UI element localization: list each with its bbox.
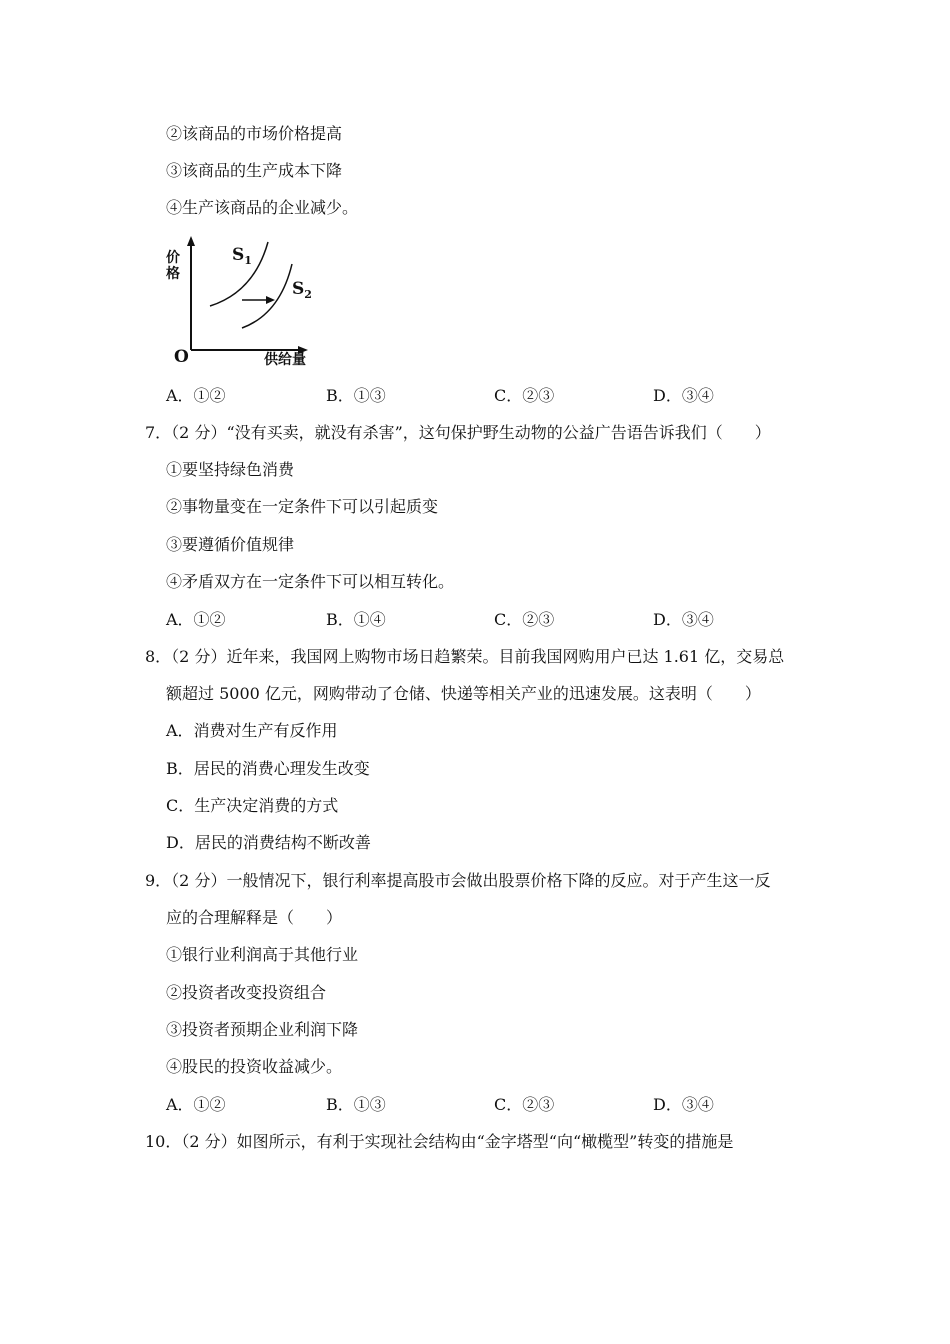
q9-stem-line-1: 9．（2 分）一般情况下，银行利率提高股市会做出股票价格下降的反应。对于产生这一反 [145, 871, 771, 890]
q7-option-b[interactable]: B．①④ [326, 610, 386, 629]
q7-stem: 7．（2 分）“没有买卖，就没有杀害”，这句保护野生动物的公益广告语告诉我们（ ） [145, 423, 771, 442]
q6-options [166, 386, 766, 406]
q7-options [166, 610, 766, 630]
origin-label: O [174, 347, 189, 367]
y-axis-label-2: 格 [166, 266, 180, 282]
q7-statement-1: ①要坚持绿色消费 [166, 460, 295, 479]
q8-stem-line-2: 额超过 5000 亿元，网购带动了仓储、快递等相关产业的迅速发展。这表明（ ） [166, 684, 761, 703]
q6-option-a[interactable]: A．①② [166, 386, 226, 405]
q7-option-c[interactable]: C．②③ [494, 610, 555, 629]
q7-statement-3: ③要遵循价值规律 [166, 535, 295, 554]
q6-option-b[interactable]: B．①③ [326, 386, 386, 405]
q6-statement-3: ③该商品的生产成本下降 [166, 161, 343, 180]
q9-option-c[interactable]: C．②③ [494, 1095, 555, 1114]
q6-statement-2: ②该商品的市场价格提高 [166, 124, 343, 143]
q9-statement-1: ①银行业利润高于其他行业 [166, 945, 359, 964]
q7-statement-4: ④矛盾双方在一定条件下可以相互转化。 [166, 572, 455, 591]
q8-stem-line-1: 8．（2 分）近年来，我国网上购物市场日趋繁荣。目前我国网购用户已达 1.61 亿，交易总 [145, 647, 785, 666]
supply-curve-graph [162, 232, 322, 372]
q6-option-c[interactable]: C．②③ [494, 386, 555, 405]
q10-stem: 10．（2 分）如图所示，有利于实现社会结构由“金字塔型“向“橄榄型”转变的措施是 [145, 1132, 734, 1151]
q9-stem-line-2: 应的合理解释是（ ） [166, 908, 343, 927]
q8-option-a[interactable]: A．消费对生产有反作用 [166, 721, 338, 740]
q8-option-b[interactable]: B．居民的消费心理发生改变 [166, 759, 370, 778]
q9-options [166, 1095, 766, 1115]
q7-option-a[interactable]: A．①② [166, 610, 226, 629]
y-axis-arrow [187, 236, 195, 246]
q6-option-d[interactable]: D．③④ [653, 386, 714, 405]
y-axis-label-1: 价 [166, 250, 180, 266]
x-axis-label: 供给量 [264, 352, 306, 368]
q8-option-c[interactable]: C．生产决定消费的方式 [166, 796, 339, 815]
s2-curve [242, 264, 292, 328]
q9-option-a[interactable]: A．①② [166, 1095, 226, 1114]
q9-option-b[interactable]: B．①③ [326, 1095, 386, 1114]
shift-arrow-head [266, 296, 275, 304]
q7-statement-2: ②事物量变在一定条件下可以引起质变 [166, 497, 439, 516]
q9-option-d[interactable]: D．③④ [653, 1095, 714, 1114]
q7-option-d[interactable]: D．③④ [653, 610, 714, 629]
q9-statement-3: ③投资者预期企业利润下降 [166, 1020, 359, 1039]
q9-statement-4: ④股民的投资收益减少。 [166, 1057, 343, 1076]
s1-label: $S_1$ [232, 245, 252, 267]
q8-option-d[interactable]: D．居民的消费结构不断改善 [166, 833, 371, 852]
q9-statement-2: ②投资者改变投资组合 [166, 983, 327, 1002]
s2-label: $S_2$ [292, 279, 312, 301]
q6-statement-4: ④生产该商品的企业减少。 [166, 198, 359, 217]
